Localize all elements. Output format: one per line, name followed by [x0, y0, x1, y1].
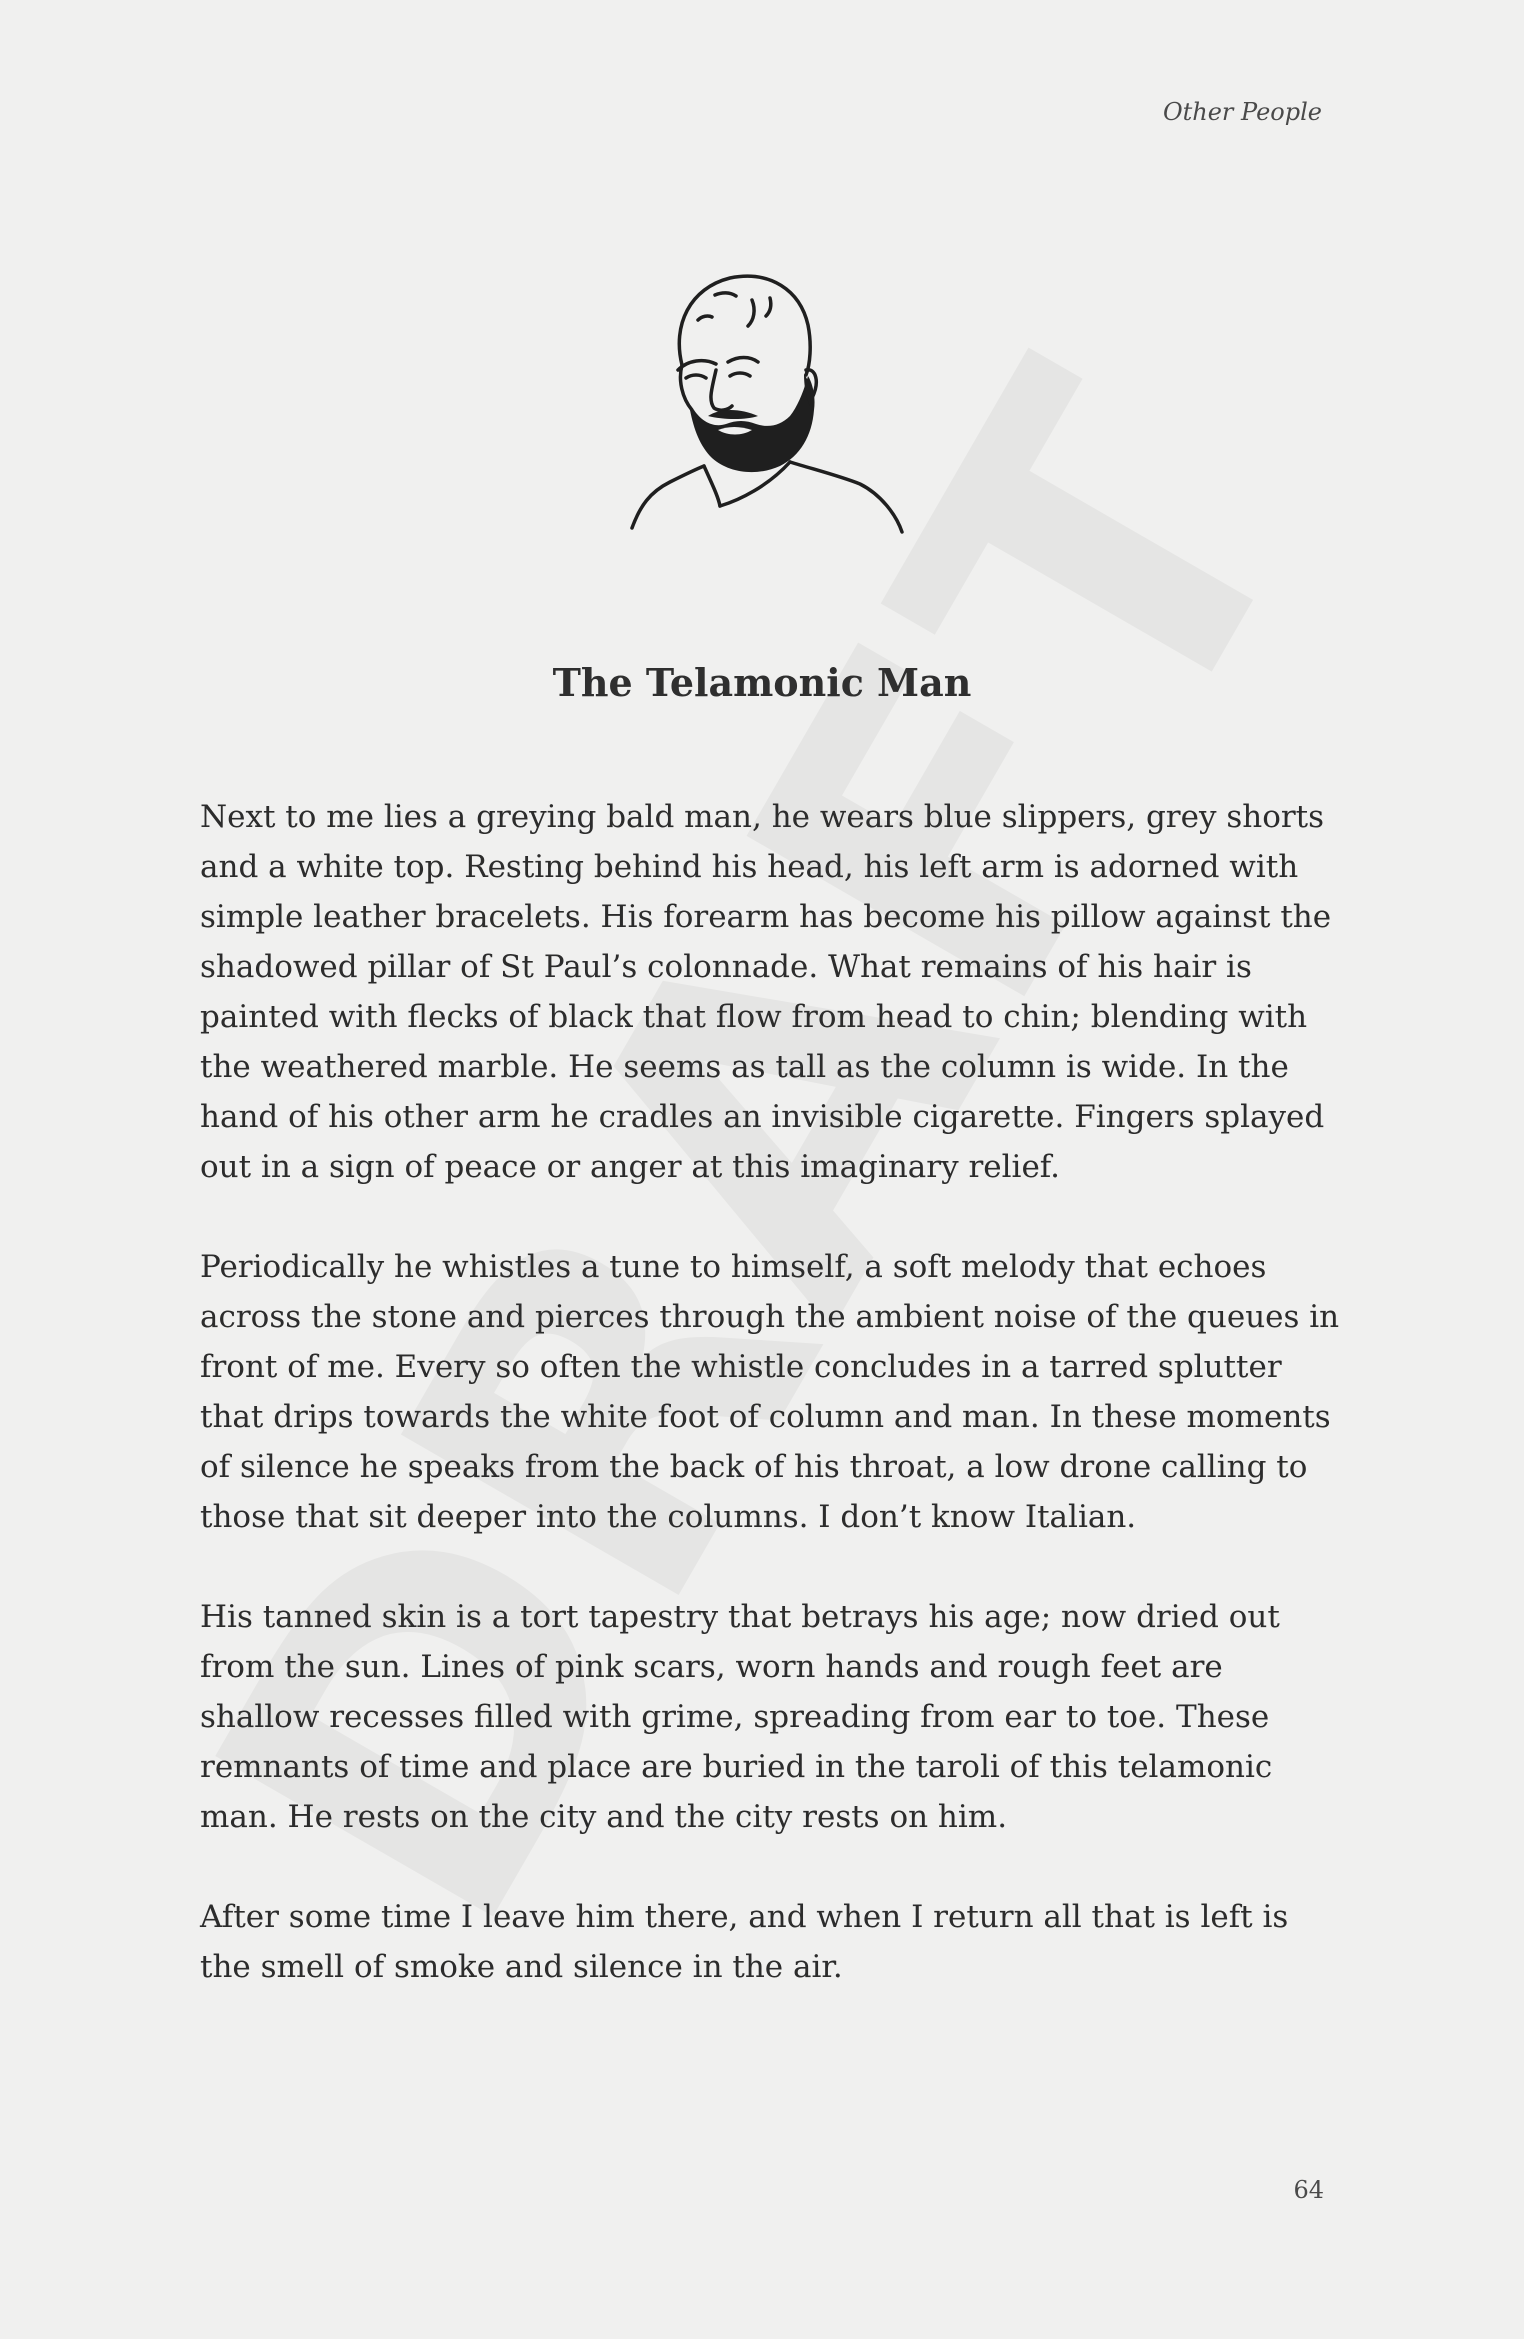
story-title: The Telamonic Man	[552, 660, 972, 705]
running-header: Other People	[1162, 98, 1322, 126]
portrait-illustration	[620, 270, 910, 540]
paragraph: After some time I leave him there, and when I return all that is left is the smell of smoke and silence in the air.	[200, 1899, 1289, 1985]
paragraph: His tanned skin is a tort tapestry that betrays his age; now dried out from the sun. Lines of pink scars, worn hands and rough feet are shallow recesses filled with grime, spreading from ear to toe. These remnants of time and place are buried in the taroli of this telamonic man. He rests on the city and the city rests on him.	[200, 1599, 1280, 1835]
paragraph: Periodically he whistles a tune to himself, a soft melody that echoes across the stone and pierces through the ambient noise of the queues in front of me. Every so often the whistle concludes in a tarred splutter that drips towards the white foot of column and man. In these moments of silence he speaks from the back of his throat, a low drone calling to those that sit deeper into the columns. I don’t know Italian.	[200, 1249, 1340, 1535]
paragraph: Next to me lies a greying bald man, he wears blue slippers, grey shorts and a white top. Resting behind his head, his left arm is adorned with simple leather bracelets. His forearm has become his pillow against the shadowed pillar of St Paul’s colonnade. What remains of his hair is painted with flecks of black that flow from head to chin; blending with the weathered marble. He seems as tall as the column is wide. In the hand of his other arm he cradles an invisible cigarette. Fingers splayed out in a sign of peace or anger at this imaginary relief.	[200, 799, 1332, 1185]
page-number: 64	[1293, 2176, 1324, 2204]
story-body	[200, 792, 1340, 2042]
